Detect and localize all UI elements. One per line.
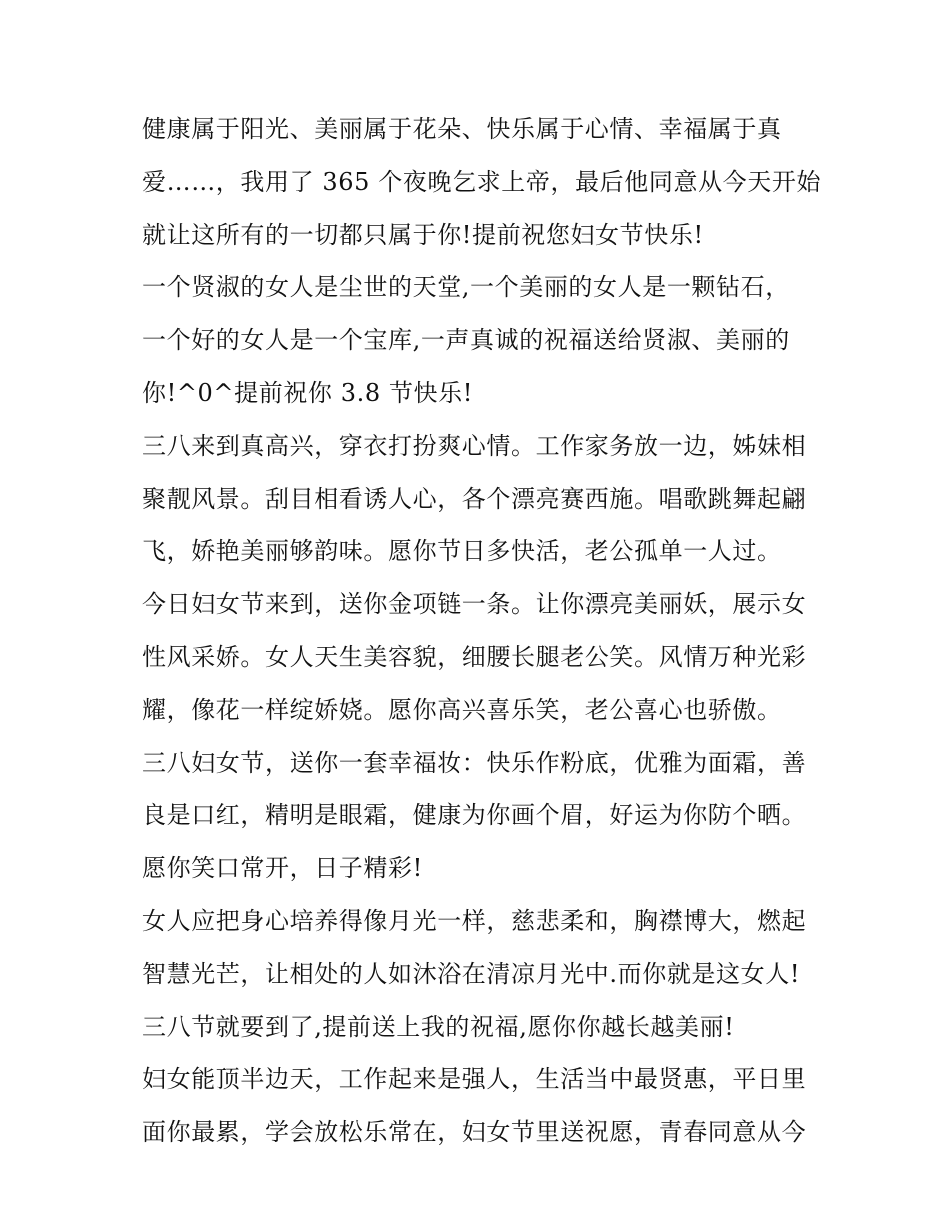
text-line: 女人应把身心培养得像月光一样，慈悲柔和，胸襟博大，燃起 <box>142 906 807 935</box>
text-line: 三八来到真高兴，穿衣打扮爽心情。工作家务放一边，姊妹相 <box>142 431 807 460</box>
text-line: 你!^0^提前祝你 3.8 节快乐! <box>142 378 474 407</box>
text-line: 一个好的女人是一个宝库,一声真诚的祝福送给贤淑、美丽的 <box>142 326 790 355</box>
text-line: 今日妇女节来到，送你金项链一条。让你漂亮美丽妖，展示女 <box>142 590 807 619</box>
text-line: 飞，娇艳美丽够韵味。愿你节日多快活，老公孤单一人过。 <box>142 537 782 566</box>
text-line: 一个贤淑的女人是尘世的天堂,一个美丽的女人是一颗钻石， <box>142 273 790 302</box>
text-line: 就让这所有的一切都只属于你!提前祝您妇女节快乐! <box>142 220 704 249</box>
text-line: 爱……，我用了 365 个夜晚乞求上帝，最后他同意从今天开始 <box>142 167 822 196</box>
text-line: 面你最累，学会放松乐常在，妇女节里送祝愿，青春同意从今 <box>142 1118 807 1147</box>
text-line: 愿你笑口常开，日子精彩! <box>142 854 423 883</box>
text-line: 智慧光芒，让相处的人如沐浴在清凉月光中.而你就是这女人! <box>142 959 801 988</box>
text-line: 性风采娇。女人天生美容貌，细腰长腿老公笑。风情万种光彩 <box>142 642 807 671</box>
text-line: 聚靓风景。刮目相看诱人心，各个漂亮赛西施。唱歌跳舞起翩 <box>142 484 807 513</box>
text-line: 三八妇女节，送你一套幸福妆：快乐作粉底，优雅为面霜，善 <box>142 748 807 777</box>
text-line: 耀，像花一样绽娇娆。愿你高兴喜乐笑，老公喜心也骄傲。 <box>142 695 782 724</box>
document-body <box>142 108 822 1164</box>
text-line: 妇女能顶半边天，工作起来是强人，生活当中最贤惠，平日里 <box>142 1065 807 1094</box>
text-line: 健康属于阳光、美丽属于花朵、快乐属于心情、幸福属于真 <box>142 115 782 143</box>
text-line: 良是口红，精明是眼霜，健康为你画个眉，好运为你防个晒。 <box>142 801 807 830</box>
text-line: 三八节就要到了,提前送上我的祝福,愿你你越长越美丽! <box>142 1012 735 1041</box>
